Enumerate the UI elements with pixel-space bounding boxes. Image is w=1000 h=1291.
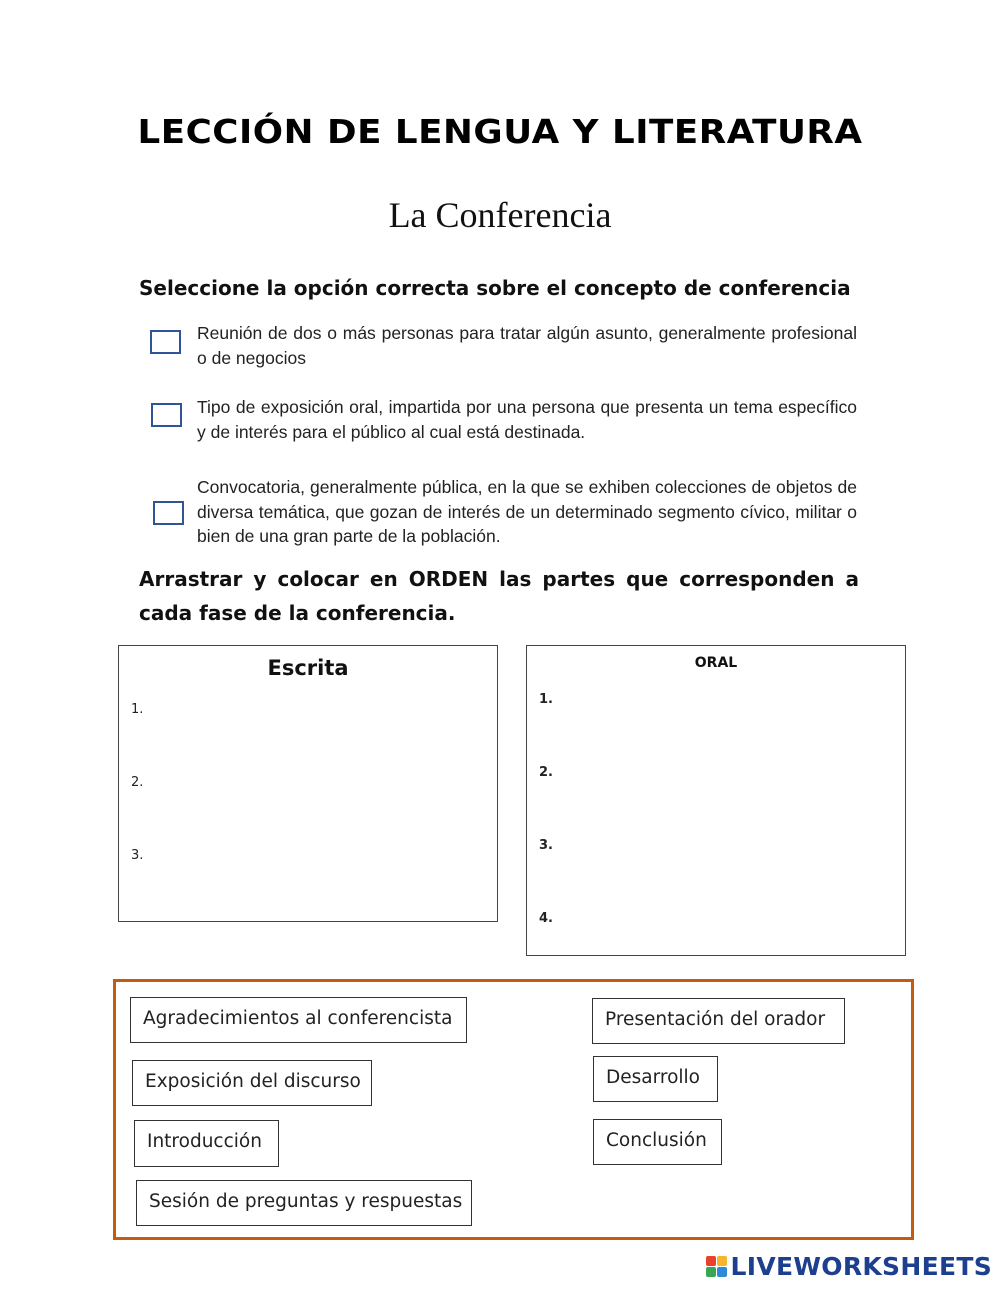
chip-agradecimientos[interactable]: Agradecimientos al conferencista [130, 997, 467, 1043]
option-1-text: Reunión de dos o más personas para tratar algún asunto, generalmente profesional o de negocios [197, 323, 857, 368]
brand-name: LIVEWORKSHEETS [730, 1252, 992, 1281]
oral-slot-2[interactable] [539, 765, 893, 805]
logo-square-blue [717, 1267, 727, 1277]
option-3-text: Convocatoria, generalmente pública, en la que se exhiben colecciones de objetos de diversa temática, que gozan de interés de un determinado segmento cívico, militar o bien de una gran parte de la población. [197, 477, 857, 546]
logo-square-yellow [717, 1256, 727, 1266]
oral-slot-4[interactable] [539, 911, 893, 951]
question-1-prompt: Seleccione la opción correcta sobre el concepto de conferencia [139, 276, 851, 300]
chip-presentacion-del-orador[interactable]: Presentación del orador [592, 998, 845, 1044]
escrita-panel-title: Escrita [267, 656, 349, 680]
option-3-checkbox[interactable] [153, 501, 184, 525]
escrita-slot-1-number: 1. [131, 702, 144, 717]
escrita-slot-2-number: 2. [131, 775, 144, 790]
oral-slot-4-number: 4. [539, 911, 553, 926]
oral-drop-panel[interactable] [526, 645, 906, 956]
escrita-slot-2[interactable] [131, 775, 485, 815]
oral-panel-title: ORAL [694, 655, 738, 671]
oral-slot-2-number: 2. [539, 765, 553, 780]
logo-square-green [706, 1267, 716, 1277]
chip-conclusion[interactable]: Conclusión [593, 1119, 722, 1165]
oral-slot-3[interactable] [539, 838, 893, 878]
chip-sesion-de-preguntas[interactable]: Sesión de preguntas y respuestas [136, 1180, 472, 1226]
escrita-drop-panel[interactable] [118, 645, 498, 922]
chip-desarrollo[interactable]: Desarrollo [593, 1056, 718, 1102]
question-2-prompt: Arrastrar y colocar en ORDEN las partes que corresponden a cada fase de la conferencia. [139, 567, 859, 625]
worksheet-title: LECCIÓN DE LENGUA Y LITERATURA [137, 112, 863, 151]
escrita-slot-1[interactable] [131, 702, 485, 742]
option-2-checkbox[interactable] [151, 403, 182, 427]
liveworksheets-logo [706, 1252, 992, 1281]
logo-square-red [706, 1256, 716, 1266]
option-2-text: Tipo de exposición oral, impartida por una persona que presenta un tema específico y de interés para el público al cual está destinada. [197, 397, 857, 442]
oral-slot-1-number: 1. [539, 692, 553, 707]
oral-slot-3-number: 3. [539, 838, 553, 853]
brand-logo-icon [706, 1256, 727, 1277]
chip-exposicion-del-discurso[interactable]: Exposición del discurso [132, 1060, 372, 1106]
chip-introduccion[interactable]: Introducción [134, 1120, 279, 1167]
worksheet-subtitle: La Conferencia [388, 195, 612, 235]
option-1-checkbox[interactable] [150, 330, 181, 354]
escrita-slot-3-number: 3. [131, 848, 144, 863]
answer-bank [113, 979, 914, 1240]
escrita-slot-3[interactable] [131, 848, 485, 888]
oral-slot-1[interactable] [539, 692, 893, 732]
